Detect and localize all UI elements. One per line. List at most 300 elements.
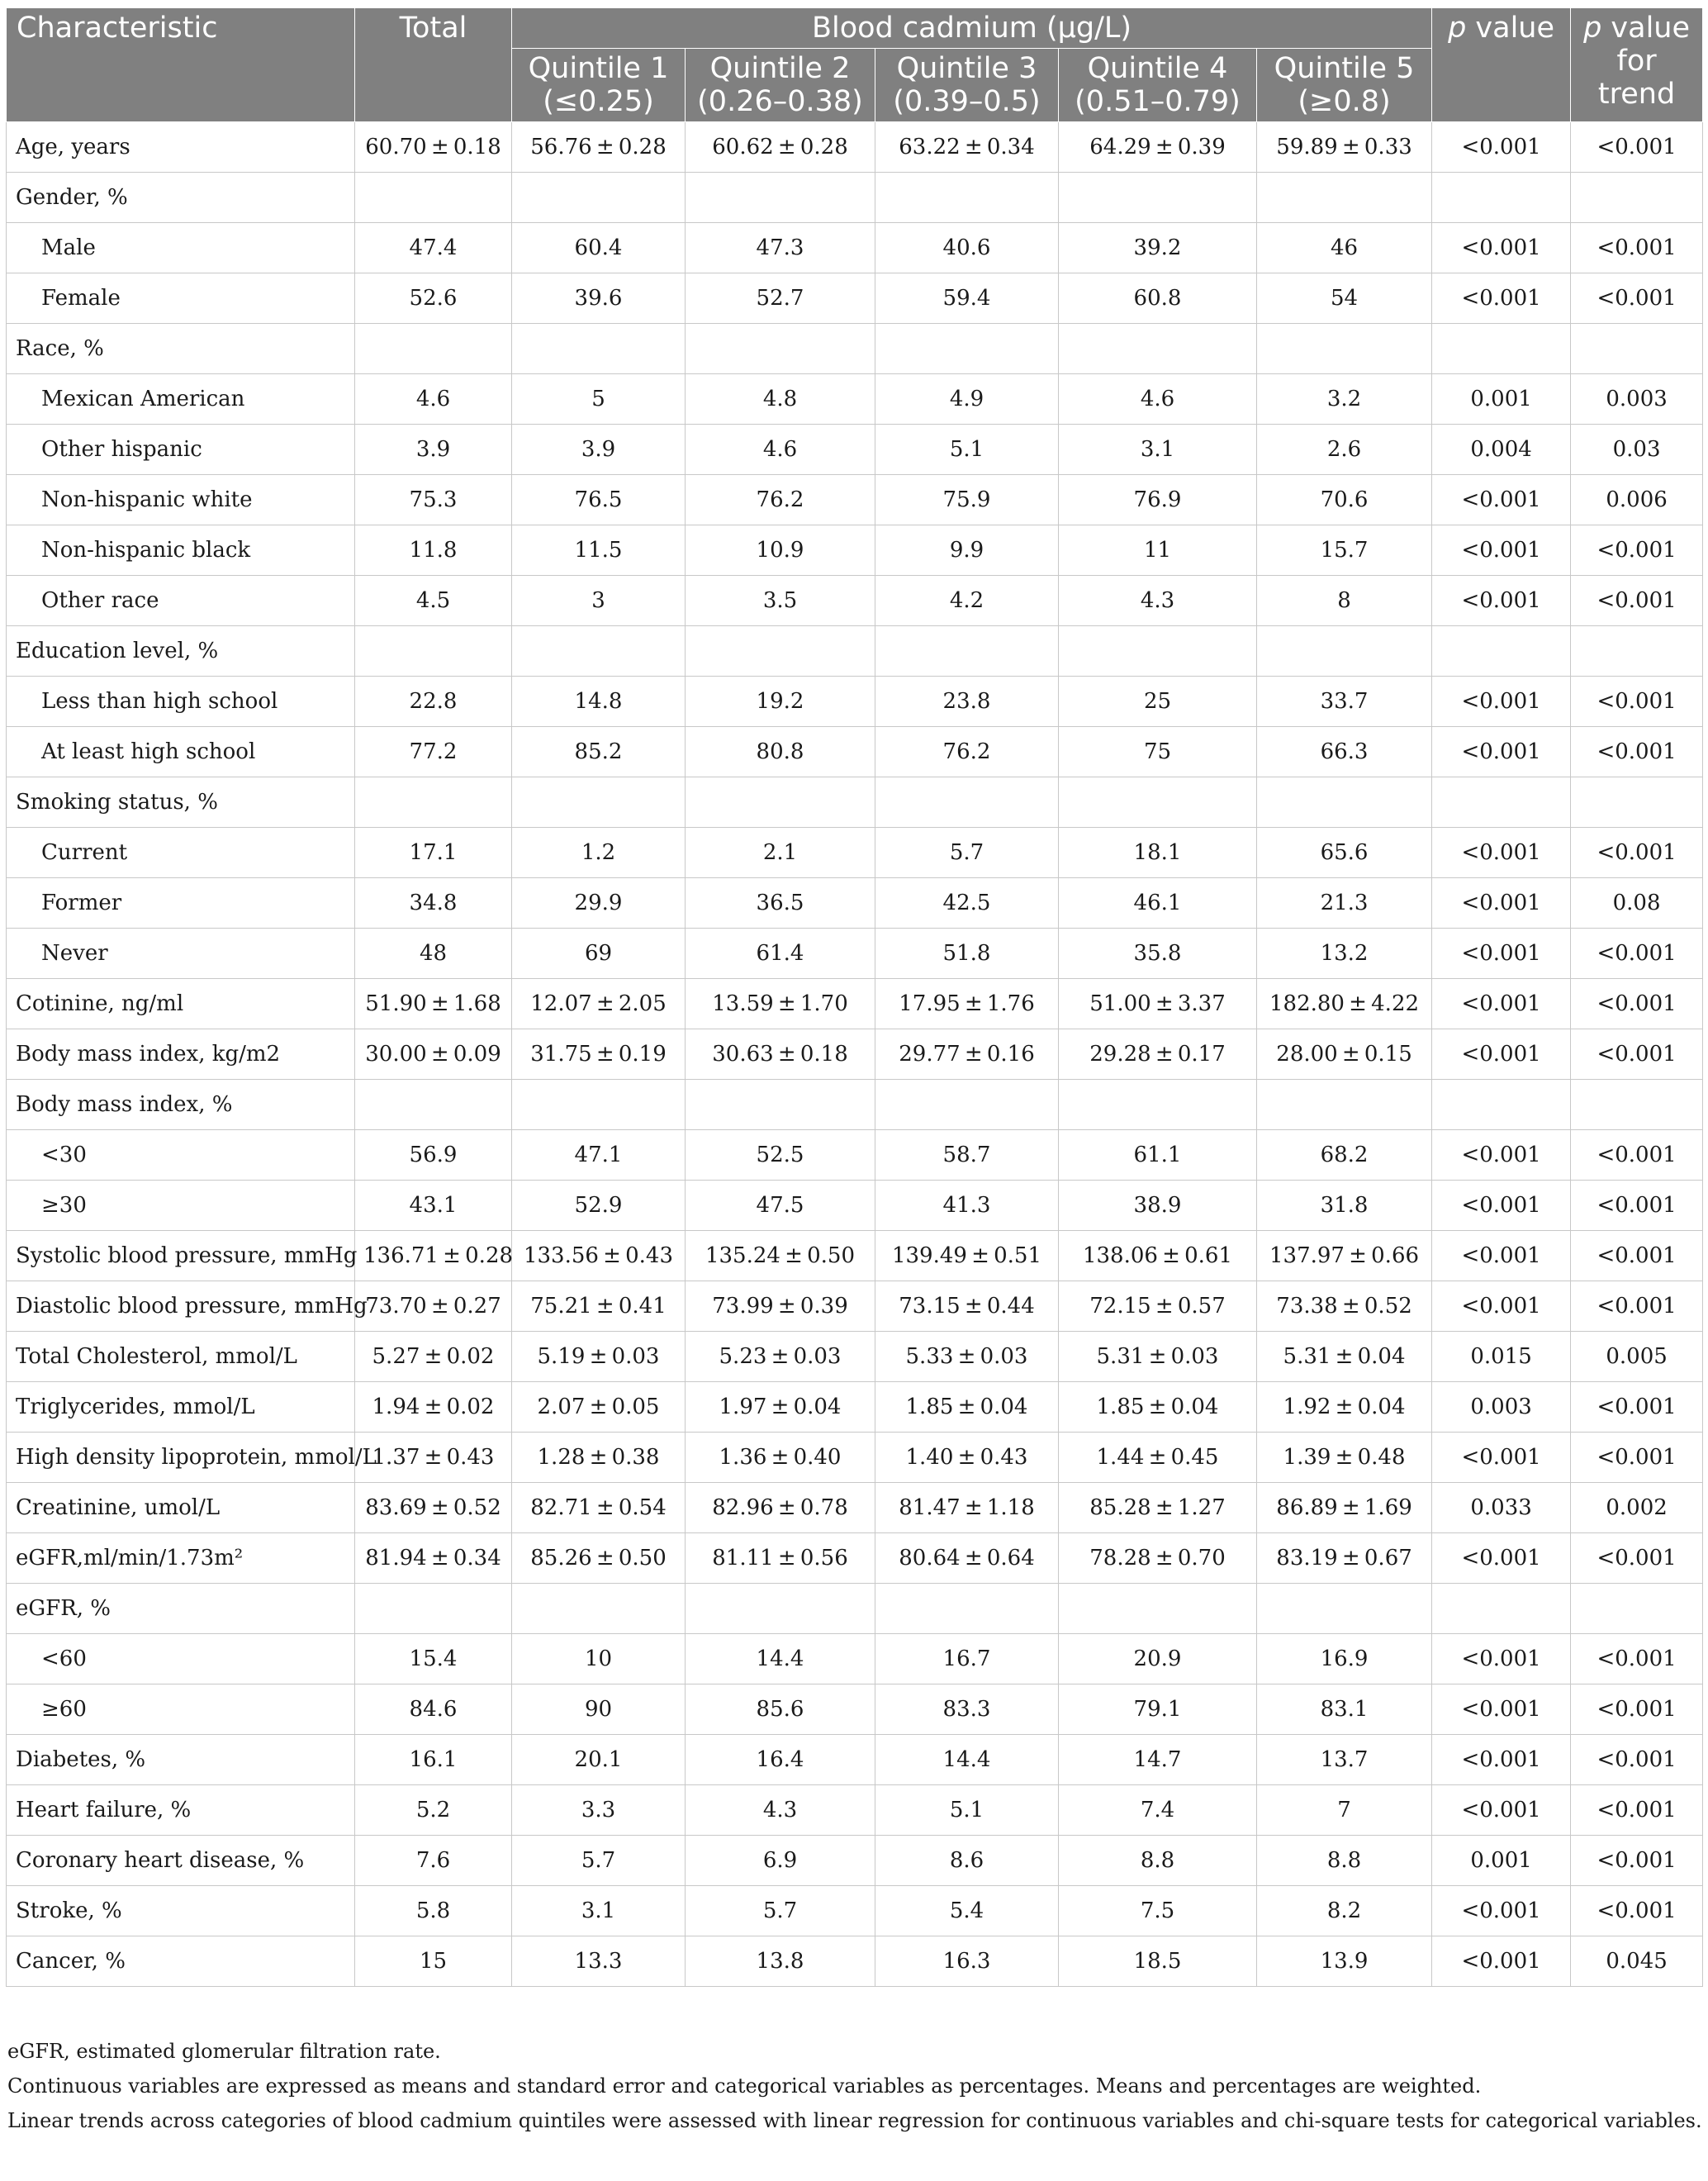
cell-quintile-3: 5.7: [875, 828, 1059, 878]
cell-p-trend: 0.002: [1571, 1483, 1703, 1533]
cell-quintile-1: 75.21 ± 0.41: [512, 1281, 686, 1332]
cell-quintile-2: 47.3: [686, 223, 875, 273]
header-quintile-3: [875, 49, 1059, 122]
cell-p-trend: <0.001: [1571, 1684, 1703, 1735]
cell-p-value: [1432, 324, 1571, 374]
cell-quintile-3: 9.9: [875, 525, 1059, 576]
cell-p-value: <0.001: [1432, 1433, 1571, 1483]
table-row: [7, 1382, 1703, 1433]
cell-quintile-1: 2.07 ± 0.05: [512, 1382, 686, 1433]
cell-total: 5.27 ± 0.02: [355, 1332, 512, 1382]
cell-total: [355, 777, 512, 828]
cell-total: [355, 1080, 512, 1130]
cell-p-value: 0.015: [1432, 1332, 1571, 1382]
row-label: Female: [7, 273, 355, 324]
row-label: Body mass index, %: [7, 1080, 355, 1130]
table-row: [7, 828, 1703, 878]
cell-quintile-3: 17.95 ± 1.76: [875, 979, 1059, 1029]
cell-quintile-3: 81.47 ± 1.18: [875, 1483, 1059, 1533]
cell-quintile-2: 47.5: [686, 1181, 875, 1231]
row-label: High density lipoprotein, mmol/L: [7, 1433, 355, 1483]
cell-quintile-4: 8.8: [1059, 1836, 1257, 1886]
cell-p-value: [1432, 626, 1571, 677]
cell-quintile-3: 76.2: [875, 727, 1059, 777]
table-body: [7, 122, 1703, 1987]
cell-p-trend: <0.001: [1571, 1886, 1703, 1936]
cell-quintile-4: 1.85 ± 0.04: [1059, 1382, 1257, 1433]
cell-quintile-3: 23.8: [875, 677, 1059, 727]
cell-p-value: <0.001: [1432, 1029, 1571, 1080]
cell-total: [355, 173, 512, 223]
cell-total: 15: [355, 1936, 512, 1987]
cell-total: 83.69 ± 0.52: [355, 1483, 512, 1533]
cell-total: 30.00 ± 0.09: [355, 1029, 512, 1080]
cell-quintile-3: 1.85 ± 0.04: [875, 1382, 1059, 1433]
cell-p-trend: <0.001: [1571, 979, 1703, 1029]
cell-quintile-4: 138.06 ± 0.61: [1059, 1231, 1257, 1281]
cell-quintile-1: 85.26 ± 0.50: [512, 1533, 686, 1584]
cell-p-value: [1432, 173, 1571, 223]
cell-quintile-4: 4.3: [1059, 576, 1257, 626]
cell-p-trend: 0.03: [1571, 425, 1703, 475]
row-label: Triglycerides, mmol/L: [7, 1382, 355, 1433]
cell-p-value: <0.001: [1432, 1886, 1571, 1936]
quintile-range: (0.39–0.5): [893, 85, 1041, 118]
cell-p-value: [1432, 1080, 1571, 1130]
cell-quintile-2: 19.2: [686, 677, 875, 727]
cell-quintile-1: 1.28 ± 0.38: [512, 1433, 686, 1483]
cell-quintile-2: 5.7: [686, 1886, 875, 1936]
row-label: Non-hispanic black: [7, 525, 355, 576]
cell-p-trend: <0.001: [1571, 1533, 1703, 1584]
cell-quintile-3: [875, 777, 1059, 828]
cell-quintile-4: [1059, 173, 1257, 223]
cell-p-value: <0.001: [1432, 878, 1571, 929]
cell-quintile-2: 13.59 ± 1.70: [686, 979, 875, 1029]
cell-p-value: [1432, 1584, 1571, 1634]
cell-p-value: <0.001: [1432, 1634, 1571, 1684]
cell-quintile-5: 8.8: [1257, 1836, 1432, 1886]
header-total: Total: [355, 8, 512, 122]
cell-quintile-3: 29.77 ± 0.16: [875, 1029, 1059, 1080]
cell-quintile-3: [875, 1080, 1059, 1130]
cell-quintile-3: 5.33 ± 0.03: [875, 1332, 1059, 1382]
cell-quintile-5: 7: [1257, 1785, 1432, 1836]
cell-quintile-5: 5.31 ± 0.04: [1257, 1332, 1432, 1382]
cell-quintile-5: [1257, 324, 1432, 374]
cell-quintile-1: 5.7: [512, 1836, 686, 1886]
cell-quintile-1: 90: [512, 1684, 686, 1735]
cell-quintile-5: 83.1: [1257, 1684, 1432, 1735]
cell-quintile-4: 85.28 ± 1.27: [1059, 1483, 1257, 1533]
cell-p-trend: 0.045: [1571, 1936, 1703, 1987]
table-row: [7, 1735, 1703, 1785]
cell-quintile-5: 3.2: [1257, 374, 1432, 425]
cell-p-trend: <0.001: [1571, 1281, 1703, 1332]
cell-quintile-2: 1.97 ± 0.04: [686, 1382, 875, 1433]
cell-quintile-4: 76.9: [1059, 475, 1257, 525]
row-label: Mexican American: [7, 374, 355, 425]
cell-quintile-1: 52.9: [512, 1181, 686, 1231]
cell-total: 4.6: [355, 374, 512, 425]
cell-p-trend: 0.003: [1571, 374, 1703, 425]
cell-quintile-5: 86.89 ± 1.69: [1257, 1483, 1432, 1533]
cell-p-value: <0.001: [1432, 828, 1571, 878]
cell-total: 60.70 ± 0.18: [355, 122, 512, 173]
cell-total: 136.71 ± 0.28: [355, 1231, 512, 1281]
cell-quintile-3: 58.7: [875, 1130, 1059, 1181]
table-row: [7, 677, 1703, 727]
row-label: Total Cholesterol, mmol/L: [7, 1332, 355, 1382]
cell-quintile-2: [686, 324, 875, 374]
cell-quintile-5: [1257, 777, 1432, 828]
table-row: [7, 1936, 1703, 1987]
cell-quintile-3: 4.2: [875, 576, 1059, 626]
cell-quintile-4: 14.7: [1059, 1735, 1257, 1785]
row-label: Gender, %: [7, 173, 355, 223]
cell-total: 84.6: [355, 1684, 512, 1735]
cell-total: [355, 324, 512, 374]
quintile-name: Quintile 4: [1087, 52, 1228, 85]
cell-quintile-2: 36.5: [686, 878, 875, 929]
cell-quintile-4: 61.1: [1059, 1130, 1257, 1181]
cell-quintile-4: [1059, 324, 1257, 374]
cell-quintile-2: 76.2: [686, 475, 875, 525]
p-italic: p: [1583, 12, 1602, 45]
quintile-name: Quintile 2: [709, 52, 851, 85]
cell-p-trend: <0.001: [1571, 1029, 1703, 1080]
cell-p-value: <0.001: [1432, 223, 1571, 273]
cell-quintile-3: 1.40 ± 0.43: [875, 1433, 1059, 1483]
cell-p-value: <0.001: [1432, 677, 1571, 727]
cell-quintile-1: 20.1: [512, 1735, 686, 1785]
header-row-1: [7, 8, 1703, 49]
footnote: eGFR, estimated glomerular filtration rate.: [7, 2040, 441, 2063]
table-row: [7, 1584, 1703, 1634]
cell-quintile-2: [686, 1584, 875, 1634]
cell-p-trend: <0.001: [1571, 727, 1703, 777]
cell-quintile-5: [1257, 1080, 1432, 1130]
cell-quintile-5: 13.9: [1257, 1936, 1432, 1987]
table-row: [7, 1281, 1703, 1332]
cell-quintile-3: 5.4: [875, 1886, 1059, 1936]
cell-p-trend: 0.005: [1571, 1332, 1703, 1382]
cell-quintile-2: 2.1: [686, 828, 875, 878]
cell-quintile-1: 76.5: [512, 475, 686, 525]
cell-p-value: <0.001: [1432, 1785, 1571, 1836]
cell-quintile-4: 7.5: [1059, 1886, 1257, 1936]
quintile-name: Quintile 1: [528, 52, 669, 85]
cell-p-value: <0.001: [1432, 273, 1571, 324]
cell-quintile-1: 1.2: [512, 828, 686, 878]
table-row: [7, 1483, 1703, 1533]
table-row: [7, 979, 1703, 1029]
row-label: Creatinine, umol/L: [7, 1483, 355, 1533]
cell-p-trend: <0.001: [1571, 1382, 1703, 1433]
cell-quintile-3: 59.4: [875, 273, 1059, 324]
quintile-range: (≤0.25): [543, 85, 654, 118]
cell-quintile-2: 52.7: [686, 273, 875, 324]
cell-p-value: <0.001: [1432, 979, 1571, 1029]
cell-quintile-1: 5.19 ± 0.03: [512, 1332, 686, 1382]
cell-quintile-2: 5.23 ± 0.03: [686, 1332, 875, 1382]
cell-quintile-2: 61.4: [686, 929, 875, 979]
cell-quintile-4: [1059, 626, 1257, 677]
cell-quintile-4: 7.4: [1059, 1785, 1257, 1836]
header-quintile-2: [686, 49, 875, 122]
cell-quintile-2: 82.96 ± 0.78: [686, 1483, 875, 1533]
cell-quintile-2: 85.6: [686, 1684, 875, 1735]
table-row: [7, 929, 1703, 979]
cell-p-value: <0.001: [1432, 1533, 1571, 1584]
cell-p-trend: [1571, 1080, 1703, 1130]
cell-p-trend: <0.001: [1571, 1634, 1703, 1684]
cell-quintile-2: 80.8: [686, 727, 875, 777]
row-label: Other race: [7, 576, 355, 626]
cell-p-trend: [1571, 777, 1703, 828]
cell-p-trend: [1571, 1584, 1703, 1634]
row-label: eGFR,ml/min/1.73m²: [7, 1533, 355, 1584]
cell-total: 5.2: [355, 1785, 512, 1836]
cell-quintile-5: 70.6: [1257, 475, 1432, 525]
row-label: <60: [7, 1634, 355, 1684]
cell-quintile-5: 13.7: [1257, 1735, 1432, 1785]
table-row: [7, 1634, 1703, 1684]
cell-p-value: <0.001: [1432, 1130, 1571, 1181]
table-row: [7, 273, 1703, 324]
cell-total: 75.3: [355, 475, 512, 525]
footnote: Continuous variables are expressed as means and standard error and categorical variables as percentages. Means and percentages are weighted.: [7, 2074, 1482, 2098]
header-p-trend: [1571, 8, 1703, 122]
cell-quintile-3: 41.3: [875, 1181, 1059, 1231]
p-italic: p: [1448, 12, 1467, 45]
cell-p-trend: <0.001: [1571, 223, 1703, 273]
cell-p-trend: [1571, 626, 1703, 677]
cell-p-value: <0.001: [1432, 1735, 1571, 1785]
cell-quintile-1: [512, 173, 686, 223]
cell-quintile-5: 66.3: [1257, 727, 1432, 777]
cell-quintile-1: 39.6: [512, 273, 686, 324]
table-row: [7, 777, 1703, 828]
cell-quintile-3: [875, 324, 1059, 374]
row-label: At least high school: [7, 727, 355, 777]
row-label: Former: [7, 878, 355, 929]
row-label: Cotinine, ng/ml: [7, 979, 355, 1029]
table-container: [6, 7, 1702, 2142]
cell-quintile-4: 1.44 ± 0.45: [1059, 1433, 1257, 1483]
cell-quintile-2: 4.6: [686, 425, 875, 475]
cell-total: 17.1: [355, 828, 512, 878]
cell-quintile-1: 60.4: [512, 223, 686, 273]
cell-quintile-3: 73.15 ± 0.44: [875, 1281, 1059, 1332]
cell-p-value: <0.001: [1432, 1231, 1571, 1281]
cell-total: 16.1: [355, 1735, 512, 1785]
cell-quintile-5: 83.19 ± 0.67: [1257, 1533, 1432, 1584]
cell-total: 1.37 ± 0.43: [355, 1433, 512, 1483]
cell-quintile-2: 60.62 ± 0.28: [686, 122, 875, 173]
quintile-range: (0.26–0.38): [697, 85, 863, 118]
cell-p-trend: <0.001: [1571, 122, 1703, 173]
cell-p-trend: <0.001: [1571, 677, 1703, 727]
cell-total: 22.8: [355, 677, 512, 727]
cell-quintile-1: 13.3: [512, 1936, 686, 1987]
cell-total: 73.70 ± 0.27: [355, 1281, 512, 1332]
table-row: [7, 626, 1703, 677]
cell-quintile-4: [1059, 777, 1257, 828]
header-quintile-1: [512, 49, 686, 122]
cell-quintile-3: 139.49 ± 0.51: [875, 1231, 1059, 1281]
header-quintile-4: [1059, 49, 1257, 122]
cell-quintile-2: 52.5: [686, 1130, 875, 1181]
cell-quintile-1: 3.9: [512, 425, 686, 475]
p-trend-rest: value for trend: [1597, 12, 1691, 111]
cell-quintile-1: 3.1: [512, 1886, 686, 1936]
cell-quintile-2: 14.4: [686, 1634, 875, 1684]
cell-total: 51.90 ± 1.68: [355, 979, 512, 1029]
cell-quintile-3: 42.5: [875, 878, 1059, 929]
cell-p-value: <0.001: [1432, 929, 1571, 979]
cell-p-trend: <0.001: [1571, 1433, 1703, 1483]
cell-quintile-5: 8.2: [1257, 1886, 1432, 1936]
row-label: Less than high school: [7, 677, 355, 727]
cell-quintile-1: 31.75 ± 0.19: [512, 1029, 686, 1080]
cell-quintile-3: [875, 626, 1059, 677]
cell-p-trend: <0.001: [1571, 576, 1703, 626]
cell-p-value: <0.001: [1432, 1281, 1571, 1332]
table-row: [7, 475, 1703, 525]
cell-p-value: 0.033: [1432, 1483, 1571, 1533]
row-label: Current: [7, 828, 355, 878]
header-quintile-5: [1257, 49, 1432, 122]
cell-total: 52.6: [355, 273, 512, 324]
table-row: [7, 1080, 1703, 1130]
cell-p-value: 0.004: [1432, 425, 1571, 475]
cell-quintile-2: 10.9: [686, 525, 875, 576]
cell-quintile-5: 1.92 ± 0.04: [1257, 1382, 1432, 1433]
cell-quintile-1: 82.71 ± 0.54: [512, 1483, 686, 1533]
cell-quintile-4: [1059, 1584, 1257, 1634]
cell-quintile-4: 3.1: [1059, 425, 1257, 475]
cell-quintile-1: 10: [512, 1634, 686, 1684]
cell-quintile-1: 29.9: [512, 878, 686, 929]
cell-total: 15.4: [355, 1634, 512, 1684]
footnote: Linear trends across categories of blood cadmium quintiles were assessed with linear regression for continuous variables and chi-square tests for categorical variables.: [7, 2109, 1702, 2132]
cell-quintile-2: 16.4: [686, 1735, 875, 1785]
cell-quintile-4: [1059, 1080, 1257, 1130]
cell-p-trend: <0.001: [1571, 273, 1703, 324]
cell-quintile-2: 73.99 ± 0.39: [686, 1281, 875, 1332]
cell-total: 43.1: [355, 1181, 512, 1231]
cell-quintile-5: 28.00 ± 0.15: [1257, 1029, 1432, 1080]
cell-quintile-4: 18.5: [1059, 1936, 1257, 1987]
row-label: ≥30: [7, 1181, 355, 1231]
table-row: [7, 1533, 1703, 1584]
table-row: [7, 878, 1703, 929]
cell-p-value: <0.001: [1432, 122, 1571, 173]
header-characteristic: Characteristic: [7, 8, 355, 122]
row-label: Heart failure, %: [7, 1785, 355, 1836]
cell-quintile-5: 137.97 ± 0.66: [1257, 1231, 1432, 1281]
row-label: ≥60: [7, 1684, 355, 1735]
cell-quintile-4: 51.00 ± 3.37: [1059, 979, 1257, 1029]
row-label: Male: [7, 223, 355, 273]
quintile-name: Quintile 5: [1274, 52, 1415, 85]
cell-quintile-1: 11.5: [512, 525, 686, 576]
cell-total: 47.4: [355, 223, 512, 273]
cell-p-trend: <0.001: [1571, 1836, 1703, 1886]
cell-quintile-1: 3: [512, 576, 686, 626]
header-p-value: [1432, 8, 1571, 122]
cell-quintile-2: 13.8: [686, 1936, 875, 1987]
row-label: Race, %: [7, 324, 355, 374]
cell-quintile-1: 47.1: [512, 1130, 686, 1181]
cell-quintile-4: 4.6: [1059, 374, 1257, 425]
cell-quintile-4: 60.8: [1059, 273, 1257, 324]
cell-quintile-1: [512, 324, 686, 374]
cell-quintile-3: [875, 1584, 1059, 1634]
cell-p-value: <0.001: [1432, 525, 1571, 576]
table-row: [7, 425, 1703, 475]
cell-total: 4.5: [355, 576, 512, 626]
cell-quintile-1: [512, 1584, 686, 1634]
cell-quintile-3: 51.8: [875, 929, 1059, 979]
cell-total: 5.8: [355, 1886, 512, 1936]
table-footnotes: [6, 2038, 1702, 2134]
row-label: Diabetes, %: [7, 1735, 355, 1785]
cell-quintile-1: 85.2: [512, 727, 686, 777]
table-row: [7, 1886, 1703, 1936]
cell-quintile-2: [686, 1080, 875, 1130]
table-row: [7, 1231, 1703, 1281]
cell-quintile-5: 59.89 ± 0.33: [1257, 122, 1432, 173]
table-row: [7, 324, 1703, 374]
row-label: <30: [7, 1130, 355, 1181]
cell-p-value: 0.003: [1432, 1382, 1571, 1433]
cell-p-trend: 0.006: [1571, 475, 1703, 525]
cell-quintile-1: 3.3: [512, 1785, 686, 1836]
row-label: Cancer, %: [7, 1936, 355, 1987]
cell-p-value: <0.001: [1432, 576, 1571, 626]
cell-quintile-3: 40.6: [875, 223, 1059, 273]
cell-quintile-5: 21.3: [1257, 878, 1432, 929]
quintile-range: (0.51–0.79): [1075, 85, 1241, 118]
cell-p-value: [1432, 777, 1571, 828]
cell-quintile-5: [1257, 626, 1432, 677]
cell-total: 11.8: [355, 525, 512, 576]
table-row: [7, 576, 1703, 626]
cell-quintile-5: 68.2: [1257, 1130, 1432, 1181]
table-row: [7, 1029, 1703, 1080]
cell-quintile-5: [1257, 1584, 1432, 1634]
table-row: [7, 1433, 1703, 1483]
table-row: [7, 1181, 1703, 1231]
row-label: Age, years: [7, 122, 355, 173]
cell-quintile-1: 14.8: [512, 677, 686, 727]
cell-total: [355, 1584, 512, 1634]
cell-quintile-5: 65.6: [1257, 828, 1432, 878]
cell-total: 7.6: [355, 1836, 512, 1886]
cell-quintile-4: 39.2: [1059, 223, 1257, 273]
row-label: Other hispanic: [7, 425, 355, 475]
cell-quintile-3: 83.3: [875, 1684, 1059, 1735]
row-label: Diastolic blood pressure, mmHg: [7, 1281, 355, 1332]
row-label: Education level, %: [7, 626, 355, 677]
row-label: Systolic blood pressure, mmHg: [7, 1231, 355, 1281]
cell-quintile-1: 12.07 ± 2.05: [512, 979, 686, 1029]
cell-p-trend: [1571, 173, 1703, 223]
table-row: [7, 1130, 1703, 1181]
cell-quintile-3: [875, 173, 1059, 223]
